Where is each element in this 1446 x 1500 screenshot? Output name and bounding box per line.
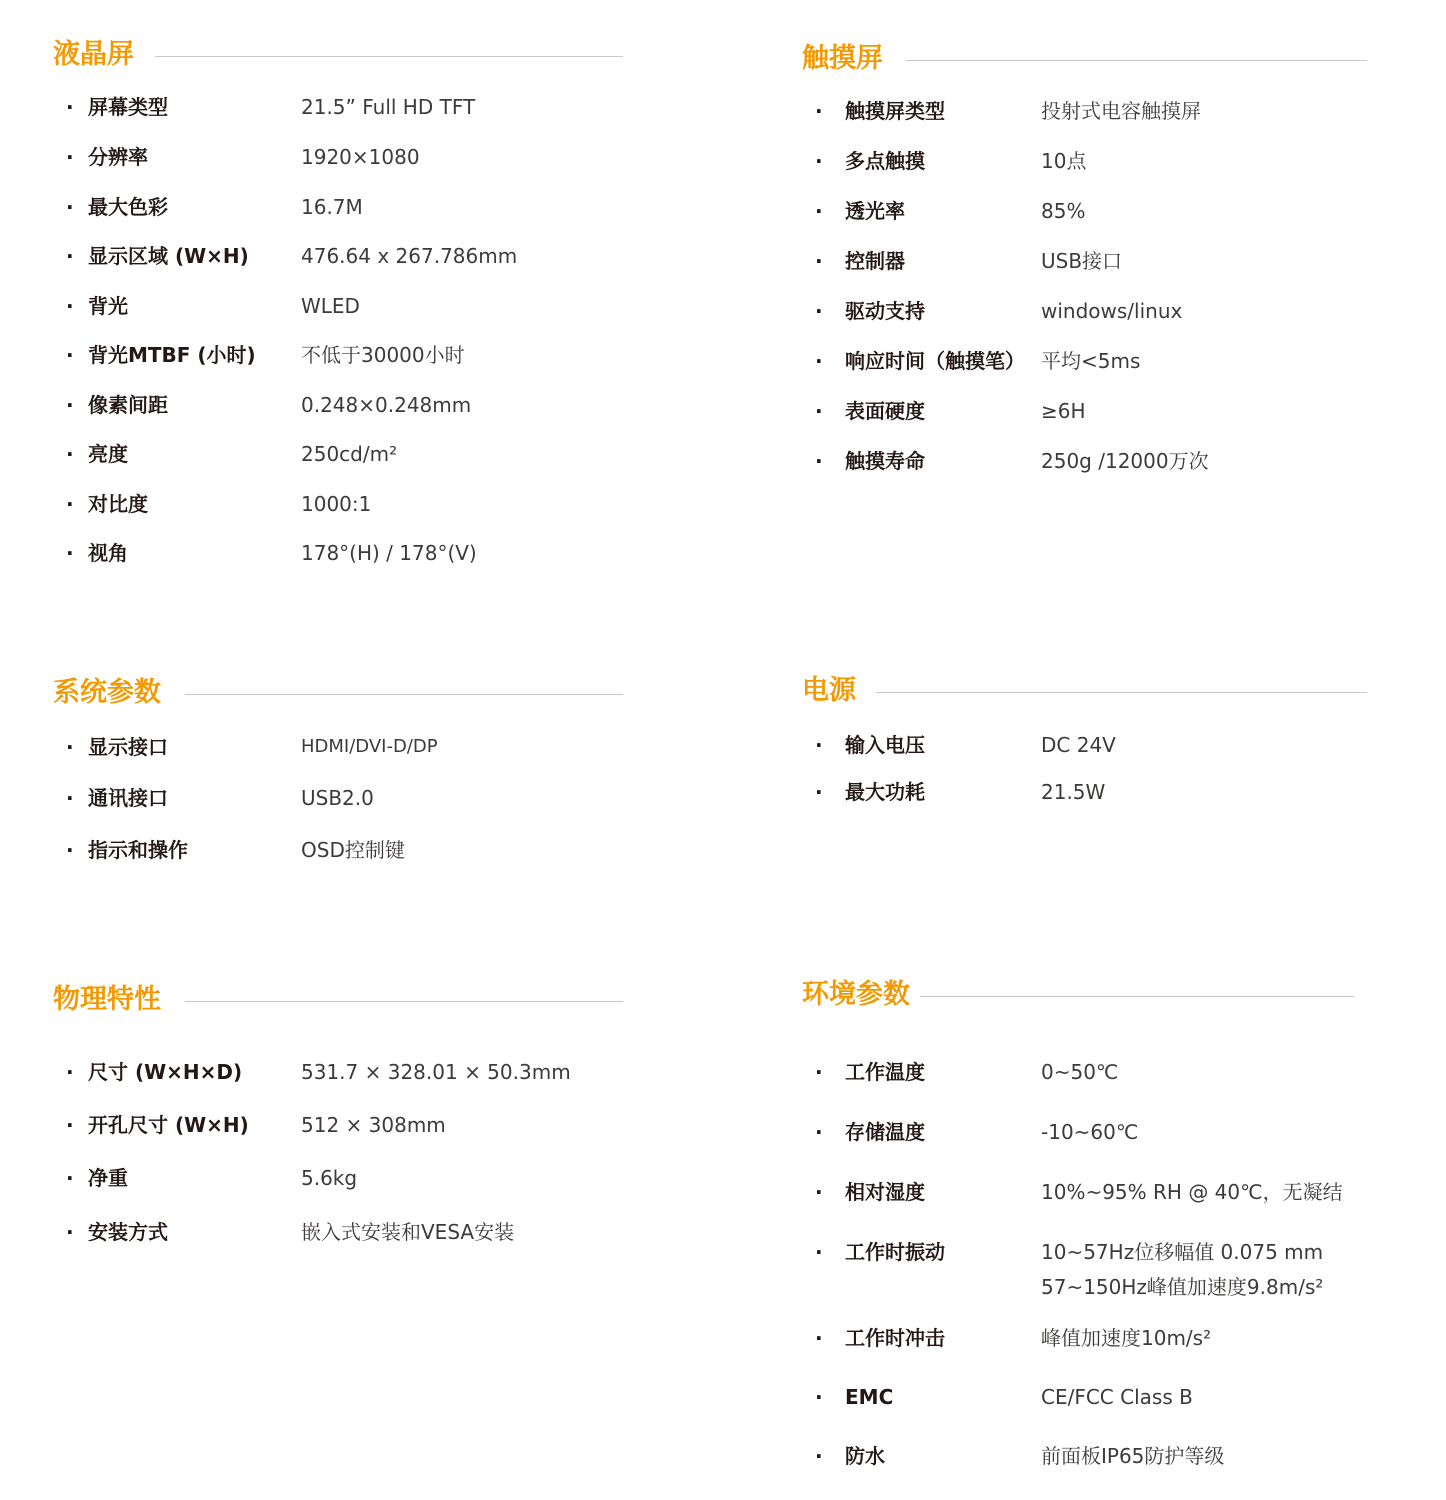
spec-value: 0.248×0.248mm (301, 393, 472, 417)
spec-label: 工作时冲击 (845, 1326, 945, 1350)
section-header (802, 674, 1367, 714)
bullet-icon: · (815, 1444, 823, 1468)
spec-label: 净重 (88, 1166, 128, 1190)
section-title: 电源 (802, 675, 856, 706)
bullet-icon: · (66, 1113, 74, 1137)
section-title: 触摸屏 (802, 43, 883, 74)
spec-label: 通讯接口 (88, 786, 168, 810)
spec-label: 安装方式 (88, 1220, 168, 1244)
bullet-icon: · (815, 1385, 823, 1409)
spec-label: EMC (845, 1385, 894, 1409)
spec-label: 背光MTBF (小时) (88, 343, 256, 367)
bullet-icon: · (815, 1240, 823, 1264)
spec-value: 1000:1 (301, 492, 372, 516)
spec-value: HDMI/DVI-D/DP (301, 736, 438, 757)
spec-value: 1920×1080 (301, 145, 420, 169)
spec-label: 像素间距 (88, 393, 168, 417)
spec-label: 驱动支持 (845, 299, 925, 323)
spec-label: 表面硬度 (845, 399, 925, 423)
section-divider (155, 56, 623, 57)
bullet-icon: · (66, 343, 74, 367)
spec-label: 防水 (845, 1444, 885, 1468)
spec-value: 531.7 × 328.01 × 50.3mm (301, 1060, 571, 1084)
bullet-icon: · (66, 442, 74, 466)
spec-value: 250cd/m² (301, 442, 398, 466)
bullet-icon: · (66, 244, 74, 268)
spec-value: WLED (301, 294, 360, 318)
bullet-icon: · (815, 1120, 823, 1144)
touch-section (802, 42, 1367, 473)
spec-value: CE/FCC Class B (1041, 1385, 1193, 1409)
spec-label: 响应时间（触摸笔） (845, 349, 1025, 373)
spec-label: 显示区域 (W×H) (88, 244, 249, 268)
section-header (53, 38, 623, 78)
spec-label: 显示接口 (88, 735, 168, 759)
spec-value (1041, 1235, 1323, 1305)
spec-label: 最大色彩 (88, 195, 168, 219)
spec-value: 嵌入式安装和VESA安装 (301, 1220, 515, 1244)
section-divider (185, 694, 623, 695)
bullet-icon: · (815, 349, 823, 373)
spec-value: 250g /12000万次 (1041, 449, 1209, 473)
bullet-icon: · (66, 735, 74, 759)
section-header (802, 978, 1354, 1018)
section-header (53, 676, 623, 716)
bullet-icon: · (815, 199, 823, 223)
spec-value: ≥6H (1041, 399, 1086, 423)
environment-section (802, 978, 1354, 1468)
spec-label: 工作时振动 (845, 1240, 945, 1264)
bullet-icon: · (66, 786, 74, 810)
bullet-icon: · (66, 95, 74, 119)
spec-value: 10%~95% RH @ 40℃，无凝结 (1041, 1180, 1343, 1204)
spec-value-line: 57~150Hz峰值加速度9.8m/s² (1041, 1275, 1324, 1299)
spec-label: 相对湿度 (845, 1180, 925, 1204)
spec-value: 峰值加速度10m/s² (1041, 1326, 1212, 1350)
spec-label: 视角 (88, 541, 128, 565)
section-header (53, 983, 623, 1023)
section-title: 系统参数 (53, 677, 161, 708)
spec-value: 21.5W (1041, 780, 1106, 804)
section-title: 物理特性 (53, 984, 161, 1015)
spec-value: 不低于30000小时 (301, 343, 465, 367)
physical-section (53, 983, 623, 1244)
spec-label: 输入电压 (845, 733, 925, 757)
bullet-icon: · (815, 1326, 823, 1350)
spec-value: windows/linux (1041, 299, 1183, 323)
bullet-icon: · (815, 733, 823, 757)
bullet-icon: · (815, 149, 823, 173)
bullet-icon: · (66, 1060, 74, 1084)
section-title: 液晶屏 (53, 39, 134, 70)
bullet-icon: · (815, 249, 823, 273)
bullet-icon: · (66, 492, 74, 516)
bullet-icon: · (66, 541, 74, 565)
bullet-icon: · (66, 838, 74, 862)
bullet-icon: · (66, 1220, 74, 1244)
spec-value: DC 24V (1041, 733, 1116, 757)
spec-label: 最大功耗 (845, 780, 925, 804)
spec-label: 指示和操作 (88, 838, 188, 862)
spec-value: 476.64 x 267.786mm (301, 244, 518, 268)
spec-value: 178°(H) / 178°(V) (301, 541, 477, 565)
spec-label: 控制器 (845, 249, 905, 273)
spec-value: 投射式电容触摸屏 (1041, 99, 1201, 123)
spec-label: 尺寸 (W×H×D) (88, 1060, 243, 1084)
section-divider (185, 1001, 623, 1002)
spec-value: USB接口 (1041, 249, 1123, 273)
spec-value: 16.7M (301, 195, 363, 219)
spec-label: 触摸屏类型 (845, 99, 945, 123)
spec-value: 0~50℃ (1041, 1060, 1119, 1084)
section-divider (906, 60, 1367, 61)
spec-value: 平均<5ms (1041, 349, 1141, 373)
spec-label: 存储温度 (845, 1120, 925, 1144)
bullet-icon: · (66, 294, 74, 318)
bullet-icon: · (815, 99, 823, 123)
bullet-icon: · (66, 393, 74, 417)
system-section (53, 676, 623, 862)
spec-value-line: 10~57Hz位移幅值 0.075 mm (1041, 1240, 1324, 1264)
spec-value: OSD控制键 (301, 838, 405, 862)
bullet-icon: · (815, 399, 823, 423)
bullet-icon: · (66, 195, 74, 219)
spec-label: 屏幕类型 (88, 95, 168, 119)
bullet-icon: · (815, 449, 823, 473)
spec-value: 85% (1041, 199, 1086, 223)
bullet-icon: · (815, 1060, 823, 1084)
spec-label: 背光 (88, 294, 128, 318)
power-section (802, 674, 1367, 804)
spec-value: USB2.0 (301, 786, 374, 810)
lcd-section (53, 38, 623, 565)
section-header (802, 42, 1367, 82)
spec-value: 21.5” Full HD TFT (301, 95, 476, 119)
section-divider (920, 996, 1354, 997)
bullet-icon: · (66, 145, 74, 169)
spec-label: 触摸寿命 (845, 449, 925, 473)
spec-label: 多点触摸 (845, 149, 925, 173)
spec-value: -10~60℃ (1041, 1120, 1139, 1144)
spec-label: 开孔尺寸 (W×H) (88, 1113, 249, 1137)
section-divider (876, 692, 1367, 693)
bullet-icon: · (815, 299, 823, 323)
spec-value: 前面板IP65防护等级 (1041, 1444, 1225, 1468)
spec-label: 工作温度 (845, 1060, 925, 1084)
spec-value: 512 × 308mm (301, 1113, 446, 1137)
bullet-icon: · (66, 1166, 74, 1190)
bullet-icon: · (815, 1180, 823, 1204)
bullet-icon: · (815, 780, 823, 804)
spec-label: 对比度 (88, 492, 148, 516)
spec-value: 10点 (1041, 149, 1087, 173)
spec-label: 分辨率 (88, 145, 148, 169)
spec-label: 亮度 (88, 442, 128, 466)
spec-label: 透光率 (845, 199, 905, 223)
section-title: 环境参数 (802, 979, 910, 1010)
spec-value: 5.6kg (301, 1166, 358, 1190)
